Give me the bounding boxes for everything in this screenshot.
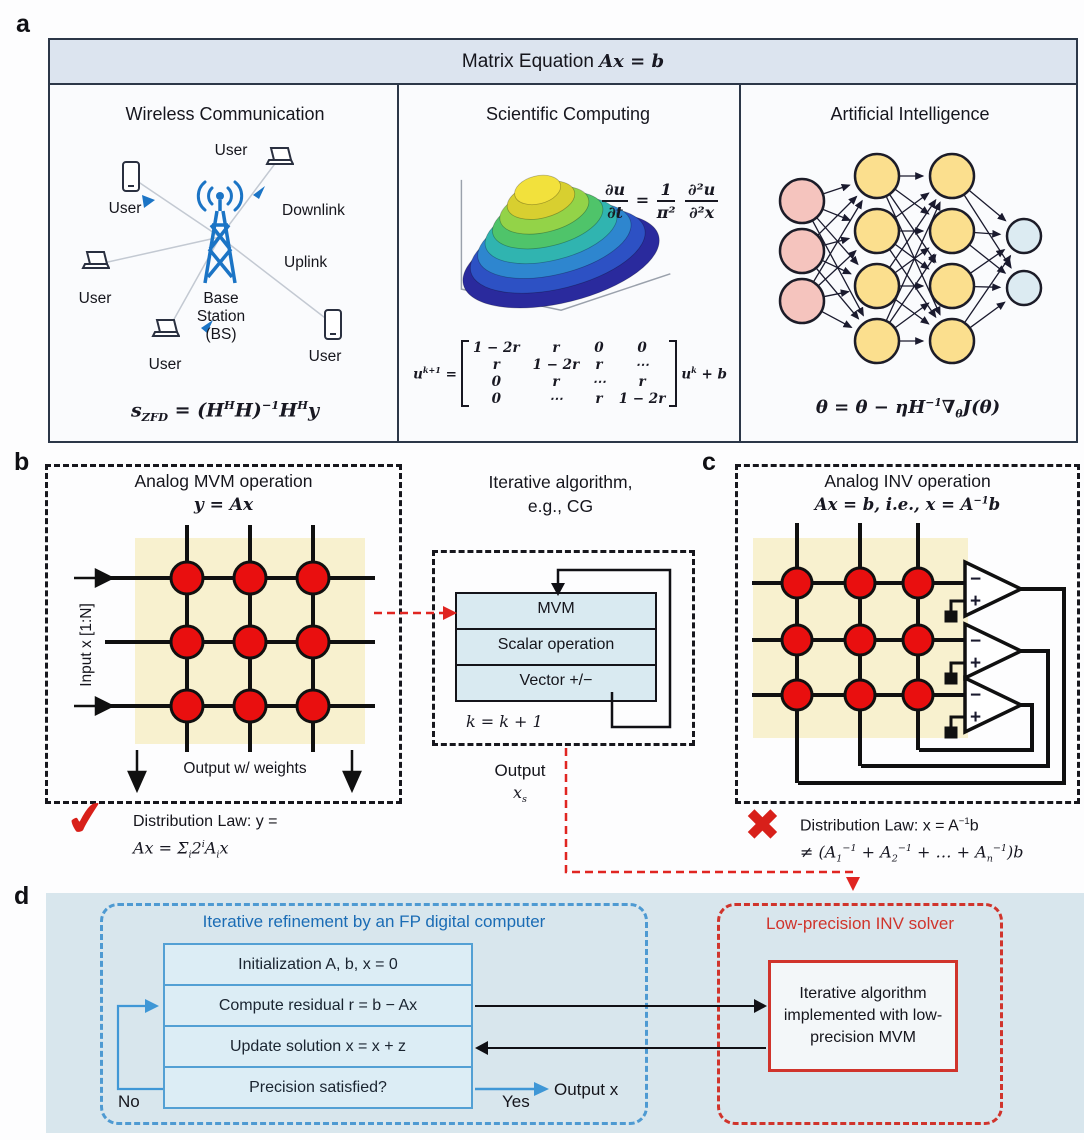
surface-plot	[448, 152, 678, 317]
opamp-minus: −	[970, 685, 982, 706]
law-line: Distribution Law: $x = A^{-1}b$	[800, 816, 979, 835]
output-variable: $x_s$	[513, 783, 527, 806]
uplink-label: Uplink	[284, 254, 328, 271]
user-label: User	[214, 142, 248, 159]
distribution-law-invalid	[800, 810, 1075, 871]
laptop-icon	[150, 318, 180, 340]
algorithm-steps	[455, 592, 657, 702]
memristor-cells	[171, 562, 329, 722]
title-line: Iterative algorithm,	[488, 472, 633, 492]
matrix-equation: $u^{k+1}$ = 1 − 2r r 0 0 r 1 − 2r r ⋯ 0 r ⋯ r 0 ⋯ r 1 − 2r $u^k + b$	[413, 340, 727, 407]
checkmark-icon: ✔	[62, 790, 110, 849]
phone-icon	[322, 308, 344, 342]
panel-c-title: Analog INV operation	[824, 471, 991, 491]
cross-icon: ✖	[744, 801, 781, 850]
bs-line: Station	[196, 308, 246, 325]
law-line: ≠ ($A_1^{-1} + A_2^{-1}$ + … + $A_n^{-1})b$	[800, 842, 1024, 865]
pde-equation: $\frac{\partial u}{\partial t}$ = $\frac{1}{\text{π²}}$ $\frac{\text{∂²u}}{\text{∂²x}}$	[600, 180, 725, 222]
opamp-plus: +	[970, 653, 982, 674]
title-line: e.g., CG	[527, 496, 594, 516]
scientific-title: Scientific Computing	[485, 104, 651, 124]
user-label: User	[78, 290, 112, 307]
neural-network	[762, 136, 1054, 368]
iterative-refinement-title: Iterative refinement by an FP digital computer	[202, 912, 546, 931]
laptop-icon	[264, 146, 294, 168]
laptop-icon	[80, 250, 110, 272]
low-precision-algorithm-box: Iterative algorithm implemented with low-precision MVM	[768, 960, 958, 1072]
panel-b-label: b	[14, 448, 30, 476]
panel-b-subtitle: y = Ax	[193, 495, 254, 515]
scalar-operation-box: Scalar operation	[455, 628, 657, 666]
matrix-equation-header	[50, 40, 1076, 85]
zfd-formula: $s_{ZFD} = (H^HH)^{-1}H^Hy$	[130, 398, 320, 425]
step-compute-residual: Compute residual r = b − Ax	[165, 984, 471, 1025]
refinement-steps	[163, 943, 473, 1109]
header-equation: Ax = b	[599, 51, 665, 72]
bs-line: (BS)	[205, 326, 237, 343]
opamp-plus: +	[970, 707, 982, 728]
law-line: $Ax = \Sigma_i2^iA_ix$	[133, 838, 229, 861]
panel-c-label: c	[702, 448, 716, 476]
user-label: User	[108, 200, 142, 217]
header-text: Matrix Equation	[461, 51, 594, 72]
bs-line: Base	[203, 290, 239, 307]
distribution-law-valid	[133, 810, 383, 867]
step-initialization: Initialization A, b, x = 0	[238, 956, 398, 973]
ai-formula: $\theta = \theta - \eta H^{-1}\nabla_\theta J(\theta)$	[815, 396, 1001, 421]
column-divider	[397, 85, 399, 443]
opamp-minus: −	[970, 631, 982, 652]
user-label: User	[148, 356, 182, 373]
crossbar-array-mvm	[60, 520, 390, 795]
step-precision-check: Precision satisfied?	[165, 1066, 471, 1107]
panel-d-label: d	[14, 882, 30, 910]
column-divider	[739, 85, 741, 443]
output-x-label: Output x	[554, 1080, 619, 1099]
matrix-cells: 1 − 2r r 0 0 r 1 − 2r r ⋯ 0 r ⋯ r 0 ⋯ r 1 − 2r	[472, 340, 666, 407]
low-precision-solver-title: Low-precision INV solver	[765, 914, 954, 933]
opamp-plus: +	[970, 591, 982, 612]
output-word: Output	[494, 761, 546, 780]
panel-a	[48, 38, 1078, 443]
panel-a-label: a	[16, 10, 30, 38]
panel-c-subtitle: Ax = b, i.e., $x = A^{-1}b$	[814, 495, 1001, 514]
crossbar-array-inv	[740, 505, 1075, 795]
ai-title: Artificial Intelligence	[830, 104, 990, 124]
law-line: Distribution Law: y =	[133, 813, 278, 830]
iteration-counter-label: k = k + 1	[466, 712, 543, 731]
base-station-label	[185, 290, 257, 344]
yes-label: Yes	[502, 1092, 530, 1111]
output-xs-label	[478, 760, 562, 811]
panel-b-title: Analog MVM operation	[134, 471, 313, 491]
step-update-solution: Update solution x = x + z	[165, 1025, 471, 1066]
user-label: User	[308, 348, 342, 365]
no-label: No	[118, 1092, 140, 1111]
base-station-icon	[185, 173, 255, 288]
iterative-algorithm-title	[448, 470, 673, 518]
phone-icon	[120, 160, 142, 194]
memristor-cells	[782, 568, 933, 710]
vector-op-box: Vector +/−	[455, 664, 657, 702]
downlink-label: Downlink	[282, 202, 345, 219]
output-weights-label: Output w/ weights	[183, 760, 307, 777]
opamp-minus: −	[970, 569, 982, 590]
mvm-box: MVM	[455, 592, 657, 630]
wireless-title: Wireless Communication	[125, 104, 325, 124]
input-axis-label: Input x [1:N]	[78, 603, 95, 687]
